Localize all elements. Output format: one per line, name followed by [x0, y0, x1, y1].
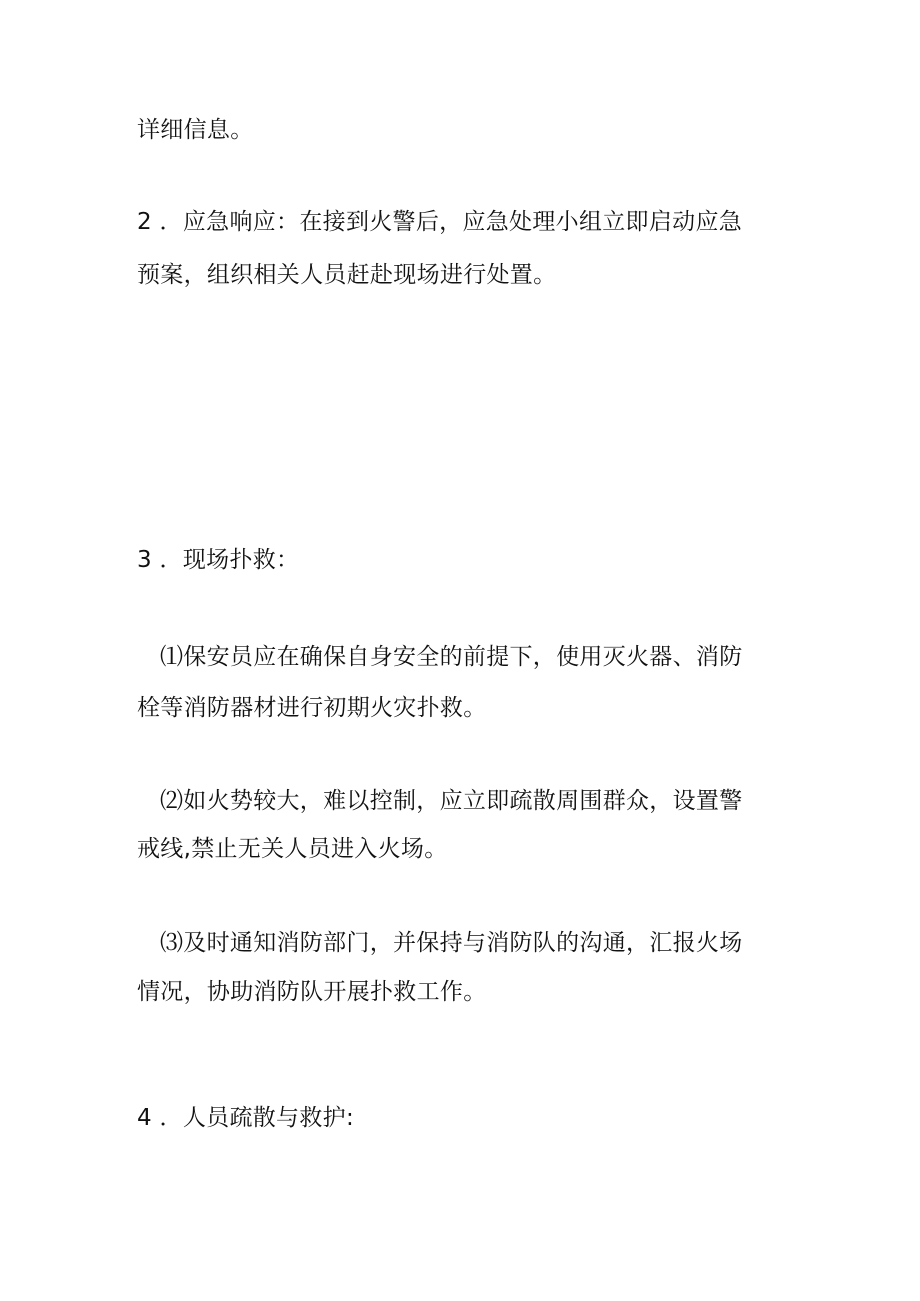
list-item-1-line-2: 栓等消防器材进行初期火灾扑救。	[137, 695, 487, 721]
list-item-3-line-2: 情况，协助消防队开展扑救工作。	[137, 979, 487, 1005]
list-item-1-line-1: ⑴保安员应在确保自身安全的前提下，使用灭火器、消防	[160, 644, 743, 670]
list-item-3-line-1: ⑶及时通知消防部门，并保持与消防队的沟通，汇报火场	[160, 930, 743, 956]
section-heading-on-site-firefighting: 3 ．现场扑救：	[137, 547, 300, 573]
section-heading-evacuation-rescue: 4 ．人员疏散与救护:	[137, 1105, 354, 1131]
list-item-2-line-1: ⑵如火势较大，难以控制，应立即疏散周围群众，设置警	[160, 788, 743, 814]
list-item-2-line-2: 戒线,禁止无关人员进入火场。	[137, 836, 448, 862]
section-heading-emergency-response: 2 ．应急响应：在接到火警后，应急处理小组立即启动应急	[137, 209, 743, 235]
text-line: 详细信息。	[137, 117, 254, 143]
text-line: 预案，组织相关人员赶赴现场进行处置。	[137, 262, 557, 288]
